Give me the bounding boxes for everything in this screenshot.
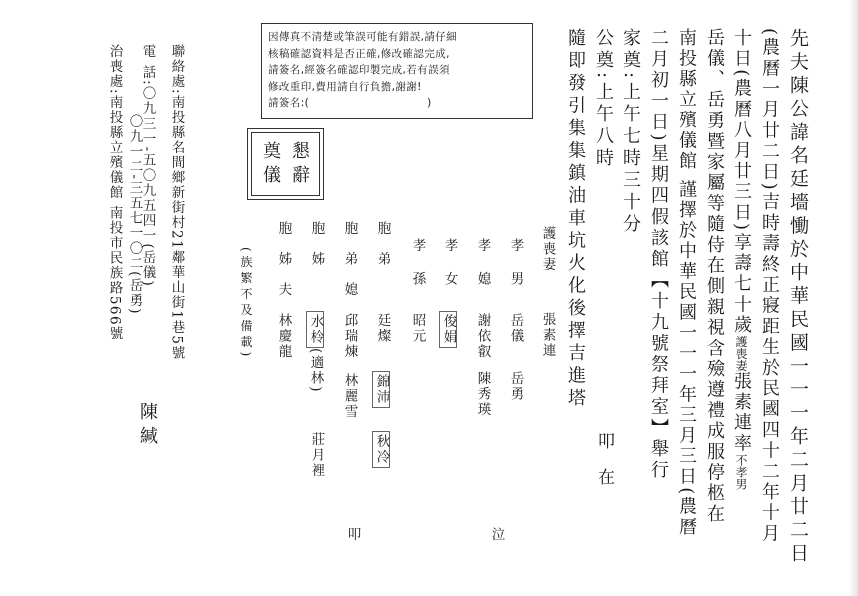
notice-line-3: 請簽名,經簽名確認印製完成,若有誤須 [268, 64, 450, 76]
main-line-3-a: 十日(農曆八月廿三日)享壽七十歲 [731, 28, 752, 336]
family-rel-1: 護喪妻 [539, 226, 556, 273]
decline-inner-border [251, 132, 320, 196]
family-name-4-1: 俊娟 [439, 311, 457, 348]
main-line-6: 二月初一日)星期四假該館【十九號祭拜室】舉行 [648, 28, 669, 482]
family-name-8-1-note: (適林) [307, 348, 324, 394]
contact-venue: 治喪處:南投縣立殯儀館 南投市民族路566號 [106, 44, 123, 342]
family-name-3-2: 陳秀瑛 [474, 371, 491, 418]
family-name-8-2: 莊月裡 [308, 432, 325, 479]
family-rel-3: 孝媳 [474, 238, 491, 305]
weep-mark: 泣 [488, 527, 505, 543]
decline-offerings-box [247, 128, 324, 200]
main-line-2: (農曆一月廿二日)吉時壽終正寢距生於民國四十二年十月 [759, 28, 780, 545]
notice-line-2: 核稿確認資料是否正確,修改確認完成, [268, 47, 450, 60]
family-rel-4: 孝女 [441, 238, 458, 305]
family-name-6-2: 錦沛 [372, 371, 390, 408]
kowtow-1: 叩 [594, 432, 614, 454]
main-line-3-b: 護喪妻 [734, 335, 748, 372]
family-name-1-1: 張素連 [539, 312, 556, 359]
main-line-4: 岳儀、岳勇暨家屬等隨侍在側親視含殮遵禮成服停柩在 [704, 28, 725, 525]
family-rel-8: 胞姊 [308, 221, 325, 282]
family-name-6-3: 秋冷 [372, 431, 390, 468]
family-name-9-1: 林慶龍 [275, 313, 292, 360]
family-rel-7: 胞弟媳 [341, 221, 358, 313]
family-name-7-2: 林麗雪 [341, 373, 358, 420]
signature-close: ) [427, 97, 432, 109]
family-name-2-2: 岳勇 [507, 371, 524, 402]
notice-line-4: 修改重印,費用請自行負擔,謝謝! [268, 80, 422, 93]
signature-label: 請簽名:( [268, 97, 310, 109]
family-name-7-1: 邱瑞煉 [341, 313, 358, 360]
family-rel-5: 孝孫 [409, 238, 426, 305]
family-note: (族繁不及備載) [239, 247, 253, 361]
main-line-5: 南投縣立殯儀館 謹擇於中華民國一一一年三月三日(農曆 [676, 28, 697, 538]
page-edge-shadow [848, 0, 858, 596]
contact-phone: 電 話:〇九三一-五〇九五四一(岳儀) [139, 44, 156, 288]
family-name-3-1: 謝依叡 [474, 313, 491, 360]
main-line-3 [732, 28, 750, 490]
family-name-6-1: 廷燦 [374, 313, 391, 344]
family-rel-6: 胞弟 [374, 221, 391, 282]
family-name-5-1: 昭元 [409, 313, 426, 344]
kowtow-2: 在 [594, 468, 614, 490]
notice-signature-row [268, 95, 526, 112]
main-line-9: 隨即發引集集鎮油車坑火化後擇吉進塔 [565, 28, 586, 411]
family-name-8-1-boxed: 水柃 [306, 311, 324, 348]
decline-col-2: 奠儀 [260, 141, 281, 189]
main-line-8: 公奠:上午八時 [593, 28, 614, 171]
decline-col-1: 懇辭 [289, 141, 310, 189]
main-line-3-d: 不孝男 [734, 454, 748, 491]
proofread-notice [261, 23, 533, 119]
contact-name: 陳緘 [137, 402, 158, 450]
kowtow-3: 叩 [344, 527, 361, 543]
contact-address: 聯絡處:南投縣名間鄉新街村21鄰華山街1巷5號 [168, 44, 185, 361]
family-name-2-1: 岳儀 [507, 313, 524, 344]
family-rel-9: 胞姊夫 [275, 221, 292, 313]
family-name-8-1 [306, 311, 324, 394]
main-line-7: 家奠:上午七時三十分 [620, 28, 641, 237]
main-line-3-c: 張素連率 [731, 371, 752, 455]
notice-line-1: 因傳真不清楚或筆誤可能有錯誤,請仔細 [268, 31, 458, 43]
contact-phone-2: 〇九一二-三五七一〇二(岳勇) [126, 114, 143, 316]
main-line-1: 先夫陳公諱名廷墻慟於中華民國一一一年二月廿二日 [787, 28, 809, 567]
family-rel-2: 孝男 [507, 238, 524, 305]
